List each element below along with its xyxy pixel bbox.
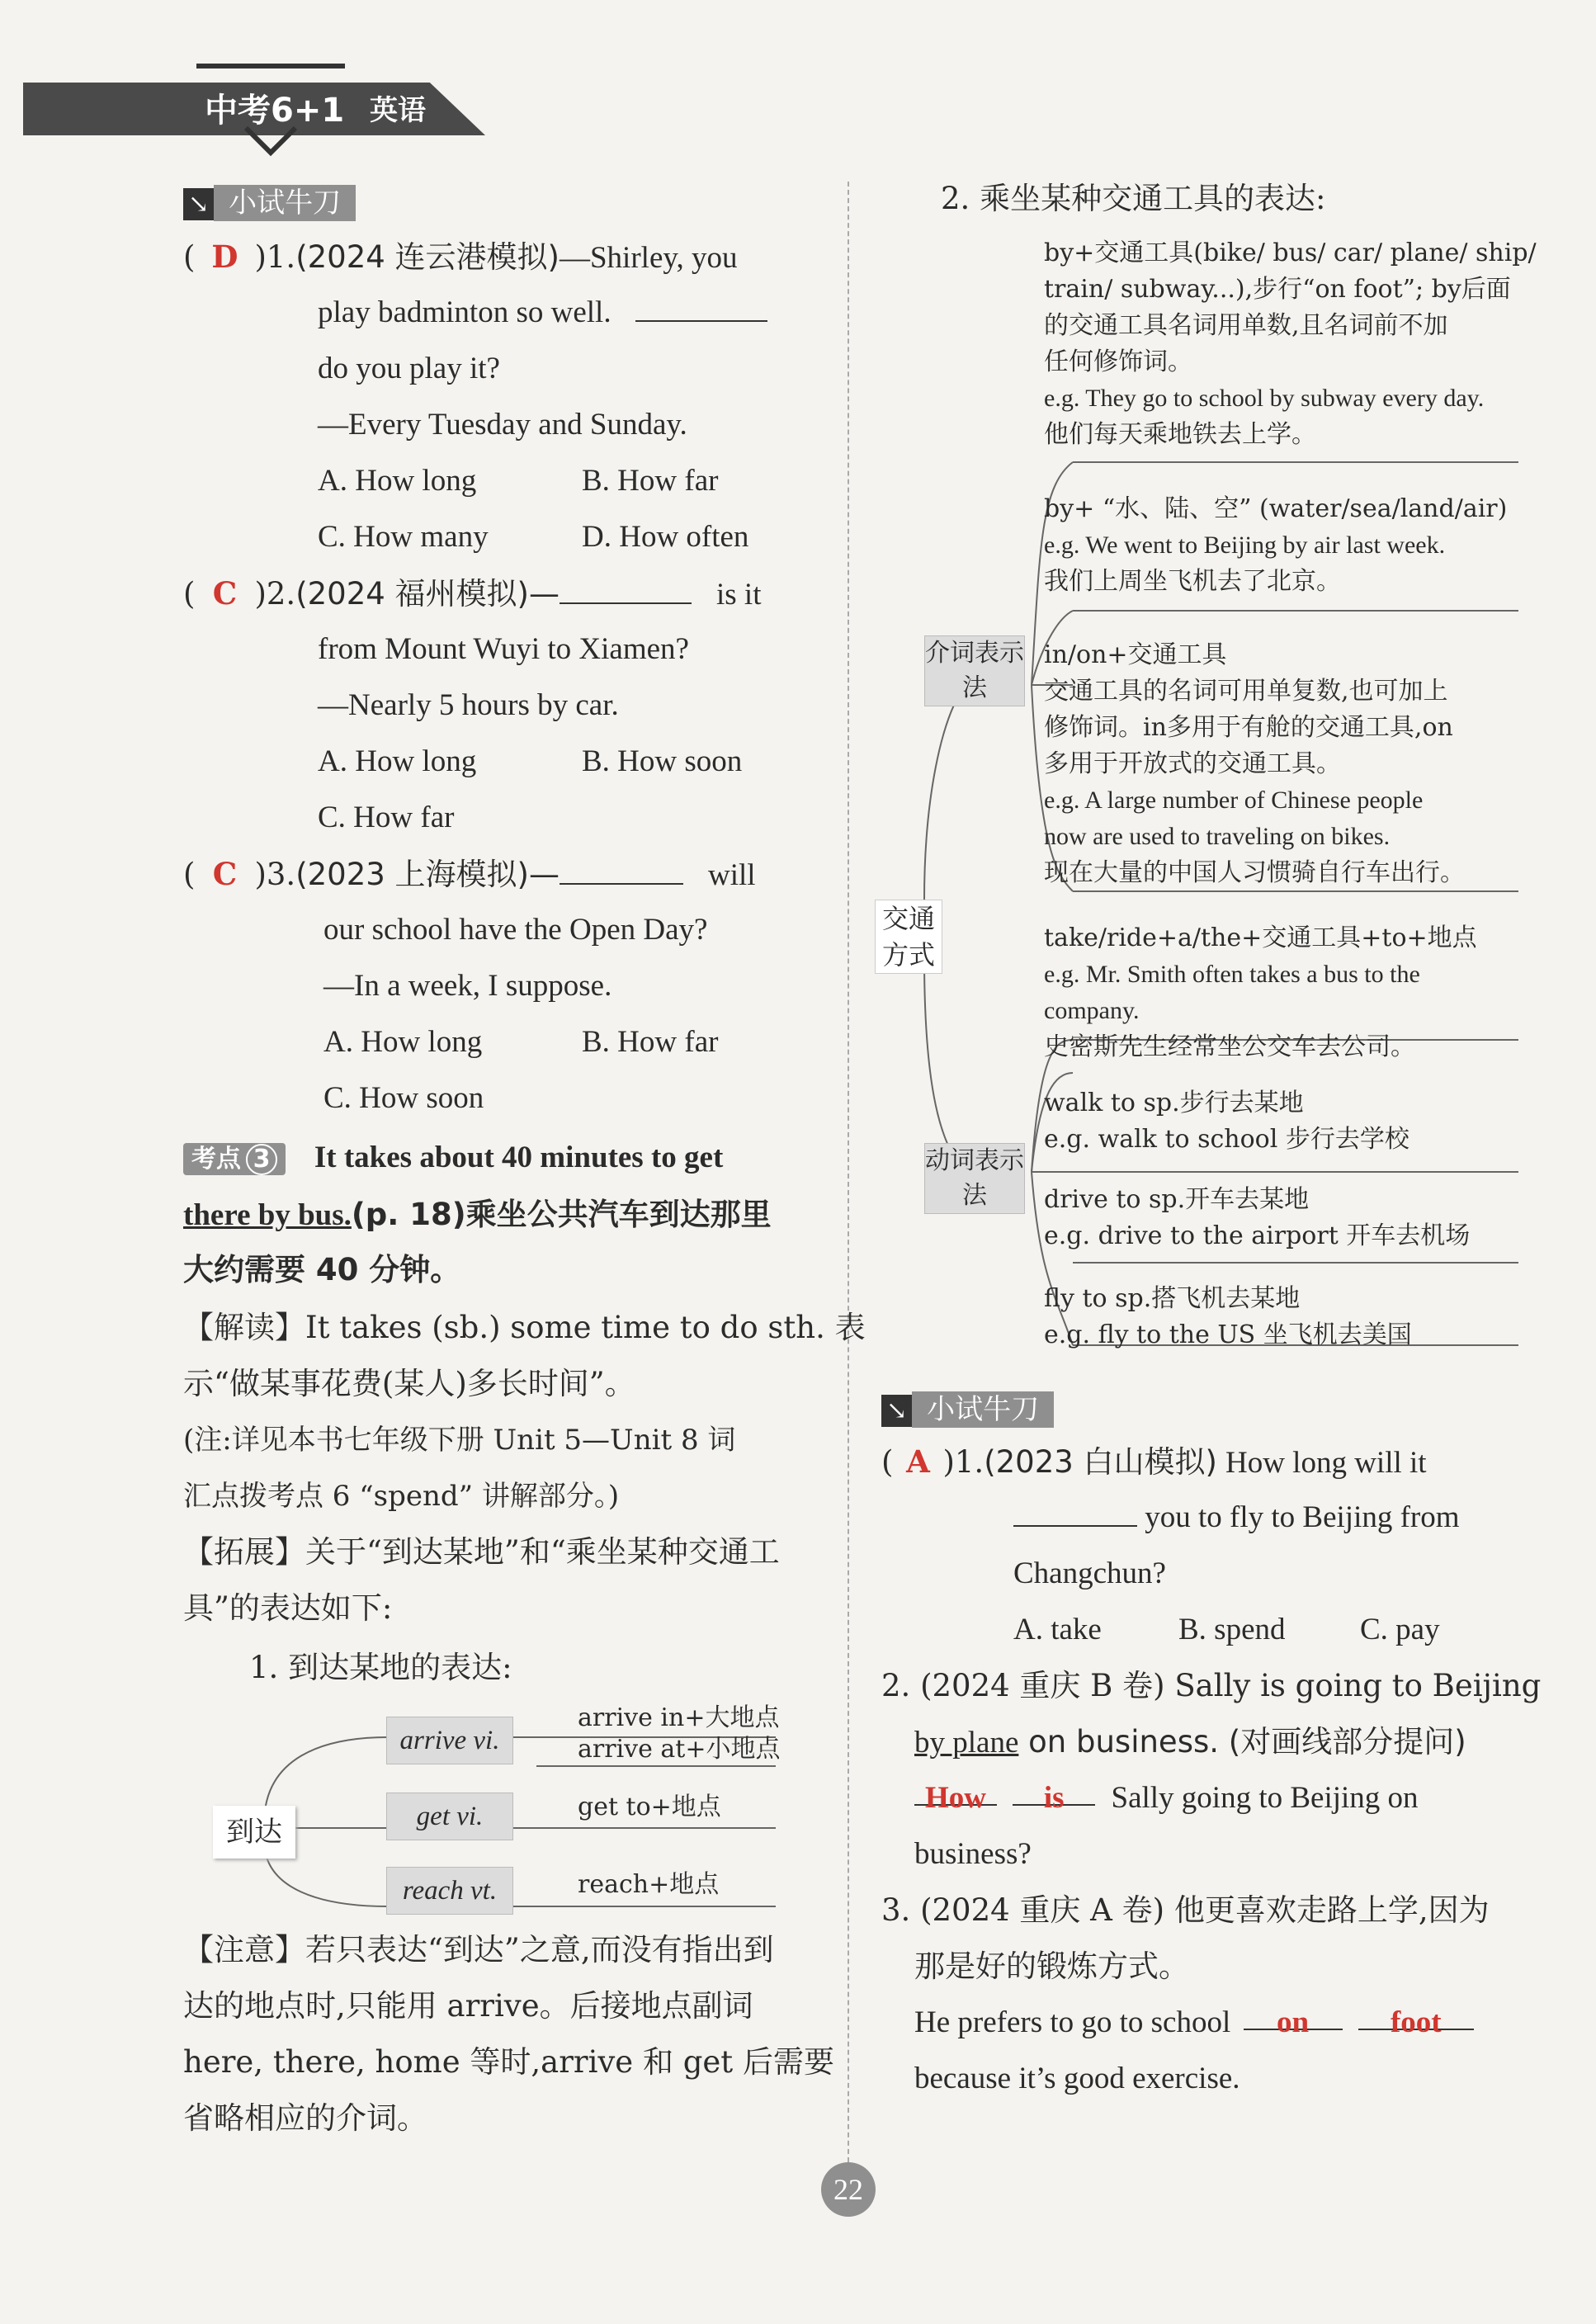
branch-drive: drive to sp.开车去某地 e.g. drive to the airport 开车去机场: [1044, 1185, 1471, 1250]
transport-root: 交通方式: [875, 900, 942, 974]
section-label-1: [183, 180, 356, 220]
node-reach: reach vt.: [386, 1867, 513, 1915]
question-1: ( D )1.(2024 连云港模拟)—Shirley, you: [183, 229, 737, 286]
r-answer-1: A: [906, 1443, 930, 1480]
arrow-icon: ↘: [881, 1395, 912, 1427]
section-title: 小试牛刀: [214, 185, 356, 221]
prep-node: 介词表示法: [924, 635, 1025, 706]
branch-by-air: by+ “水、陆、空” (water/sea/land/air) e.g. We went to Beijing by air last week. 我们上周坐飞机去了北京。: [1044, 494, 1508, 596]
verb-node: 动词表示法: [924, 1143, 1025, 1214]
section-title: 小试牛刀: [912, 1391, 1054, 1428]
page-number: 22: [821, 2162, 876, 2217]
branch-fly: fly to sp.搭飞机去某地 e.g. fly to the US 坐飞机去美国: [1044, 1284, 1412, 1349]
kp-badge: 考点 3: [183, 1143, 286, 1175]
answer-blank[interactable]: on: [1244, 1996, 1343, 2030]
key-point-header: [183, 1129, 723, 1187]
question-3: ( C )3.(2023 上海模拟)— will: [183, 847, 756, 903]
r-question-2: 2. (2024 重庆 B 卷) Sally is going to Beijing: [881, 1668, 1542, 1703]
header: [23, 33, 493, 157]
kp-title: It takes about 40 minutes to get: [314, 1141, 724, 1174]
answer-blank[interactable]: [635, 287, 767, 322]
r-question-1: ( A )1.(2023 白山模拟) How long will it: [881, 1434, 1427, 1490]
r-question-3: 3. (2024 重庆 A 卷) 他更喜欢走路上学,因为: [881, 1892, 1490, 1928]
arrow-icon: ↘: [183, 188, 214, 220]
diagram-root: 到达: [213, 1806, 295, 1859]
answer-1: D: [211, 239, 238, 275]
node-arrive: arrive vi.: [386, 1717, 513, 1764]
brand-title: 中考6+1: [205, 92, 345, 130]
branch-take: take/ride+a/the+交通工具+to+地点 e.g. Mr. Smith often takes a bus to the company. 史密斯先生经常坐公交车去公司。: [1044, 923, 1477, 1061]
answer-blank[interactable]: [560, 850, 683, 885]
question-2: ( C )2.(2024 福州模拟)— is it: [183, 566, 761, 622]
sub-heading-2: 2. 乘坐某种交通工具的表达:: [941, 181, 1326, 216]
answer-blank[interactable]: How: [914, 1771, 997, 1806]
column-divider: [848, 182, 849, 2179]
answer-blank[interactable]: [560, 569, 692, 604]
section-label-2: [881, 1386, 1054, 1427]
answer-3: C: [212, 856, 238, 892]
answer-2: C: [212, 575, 238, 612]
node-get: get vi.: [386, 1793, 513, 1840]
branch-by-vehicle: by+交通工具(bike/ bus/ car/ plane/ ship/ train/ subway...),步行“on foot”; by后面 的交通工具名词用单数,且名词前不加 任何修饰词。 e.g. They go to school by subway every day. 他们每天乘地铁去上学。: [1044, 239, 1537, 449]
answer-blank[interactable]: [1013, 1492, 1137, 1527]
answer-blank[interactable]: is: [1013, 1771, 1095, 1806]
branch-in-on: in/on+交通工具 交通工具的名词可用单复数,也可加上 修饰词。in多用于有舱的交通工具,on 多用于开放式的交通工具。 e.g. A large number of Chinese people now are used to traveling on bikes. 现在大量的中国人习惯骑自行车出行。: [1044, 640, 1465, 887]
answer-blank[interactable]: foot: [1358, 1996, 1474, 2030]
branch-walk: walk to sp.步行去某地 e.g. walk to school 步行去学校: [1044, 1089, 1409, 1154]
subject-label: 英语: [370, 94, 426, 127]
